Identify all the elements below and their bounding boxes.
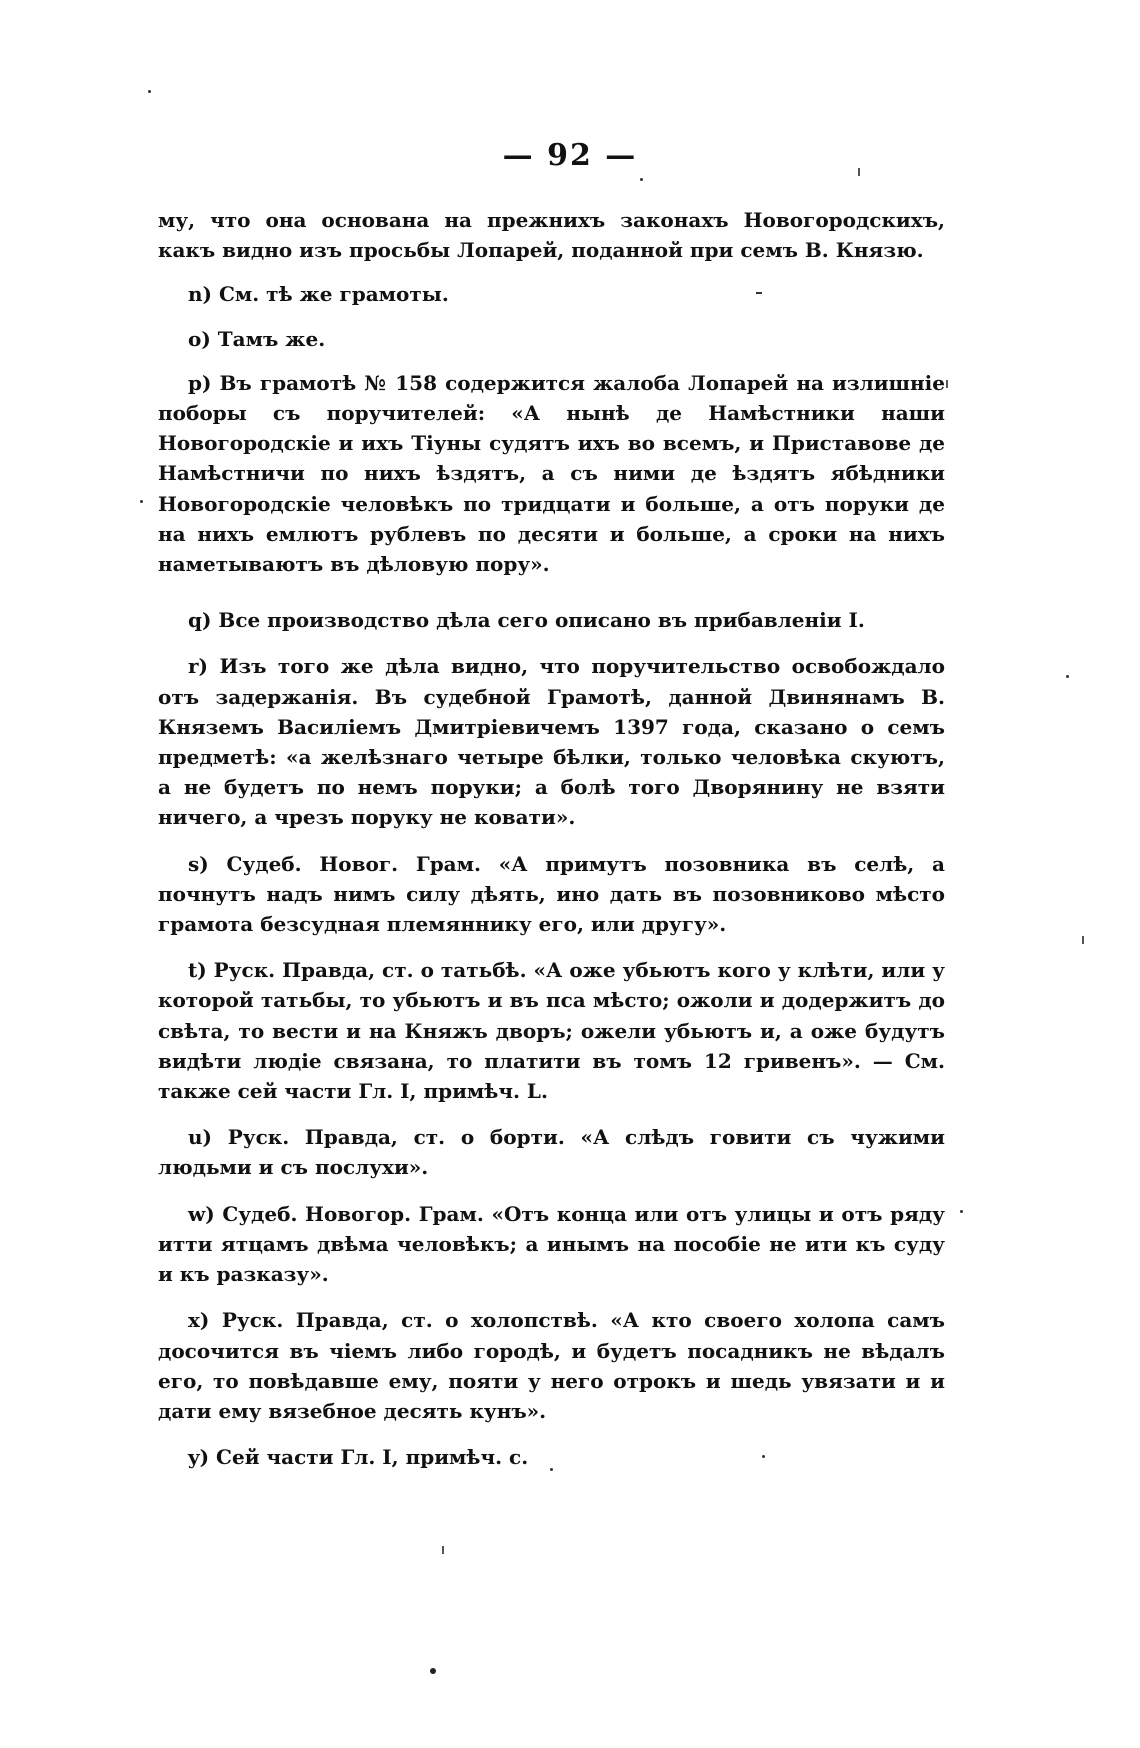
- scan-speck: [1082, 936, 1084, 944]
- footnote-w: w) Судеб. Новогор. Грам. «Отъ конца или отъ улицы и отъ ряду итти ятцамъ двѣма человѣкъ; а инымъ на пособіе не ити къ суду и къ разказу».: [158, 1201, 945, 1287]
- scan-speck: [858, 168, 860, 176]
- footnote-q: q) Все производство дѣла сего описано въ прибавленіи I.: [188, 608, 865, 633]
- scan-speck: [756, 292, 762, 294]
- scan-speck: [946, 380, 948, 388]
- page-number: — 92 —: [502, 138, 638, 173]
- scan-speck: [148, 90, 151, 93]
- scan-speck: [140, 500, 143, 503]
- footnote-n: n) См. тѣ же грамоты.: [188, 282, 449, 307]
- scan-speck: [640, 178, 643, 181]
- footnote-u: u) Руск. Правда, ст. о борти. «А слѣдъ говити съ чужими людьми и съ послухи».: [158, 1125, 945, 1180]
- footnote-t: t) Руск. Правда, ст. о татьбѣ. «А оже убьютъ кого у клѣти, или у которой татьбы, то убьютъ и въ пса мѣсто; ожоли и додержитъ до свѣта, то вести и на Княжъ дворъ; ожели убьютъ и, а оже будутъ видѣти людіе связана, то платити въ томъ 12 гривенъ». — См. также сей части Гл. I, примѣч. L.: [158, 958, 945, 1104]
- footnote-s: s) Судеб. Новог. Грам. «А примутъ позовника въ селѣ, а почнутъ надъ нимъ силу дѣять, ино дать въ позовниково мѣсто грамота безсудная племяннику его, или другу».: [158, 851, 945, 937]
- scan-speck: [430, 1668, 436, 1674]
- footnote-x: x) Руск. Правда, ст. о холопствѣ. «А кто своего холопа самъ досочится въ чіемъ либо городѣ, и будетъ посадникъ не вѣдалъ его, то повѣдавше ему, пояти у него отрокъ и шедь увязати и и дати ему вязебное десять кунъ».: [158, 1308, 945, 1423]
- scan-speck: [442, 1546, 444, 1554]
- scan-speck: [550, 1468, 553, 1471]
- scan-speck: [1066, 675, 1069, 678]
- footnote-p: p) Въ грамотѣ № 158 содержится жалоба Лопарей на излишніе поборы съ поручителей: «А нынѣ де Намѣстники наши Новогородскіе и ихъ Тіуны судятъ ихъ во всемъ, и Приставове де Намѣстничи по нихъ ѣздятъ, а съ ними де ѣздятъ ябѣдники Новогородскіе человѣкъ по тридцати и больше, а отъ поруки де на нихъ емлютъ рублевъ по десяти и больше, а сроки на нихъ наметываютъ въ дѣловую пору».: [158, 370, 945, 577]
- footnote-continuation: му, что она основана на прежнихъ законахъ Новогородскихъ, какъ видно изъ просьбы Лопарей, поданной при семъ В. Князю.: [158, 208, 945, 263]
- footnote-y: y) Сей части Гл. I, примѣч. c.: [188, 1445, 529, 1470]
- footnotes-body: [158, 205, 945, 1472]
- footnote-o: o) Тамъ же.: [188, 326, 326, 351]
- scan-speck: [762, 1455, 765, 1458]
- scan-speck: [960, 1210, 963, 1213]
- footnote-r: r) Изъ того же дѣла видно, что поручительство освобождало отъ задержанія. Въ судебной Грамотѣ, данной Двинянамъ В. Княземъ Василіемъ Дмитріевичемъ 1397 года, сказано о семъ предметѣ: «а желѣзнаго четыре бѣлки, только человѣка скуютъ, а не будетъ по немъ поруки; а болѣ того Дворянину не взяти ничего, а чрезъ поруку не ковати».: [158, 654, 945, 830]
